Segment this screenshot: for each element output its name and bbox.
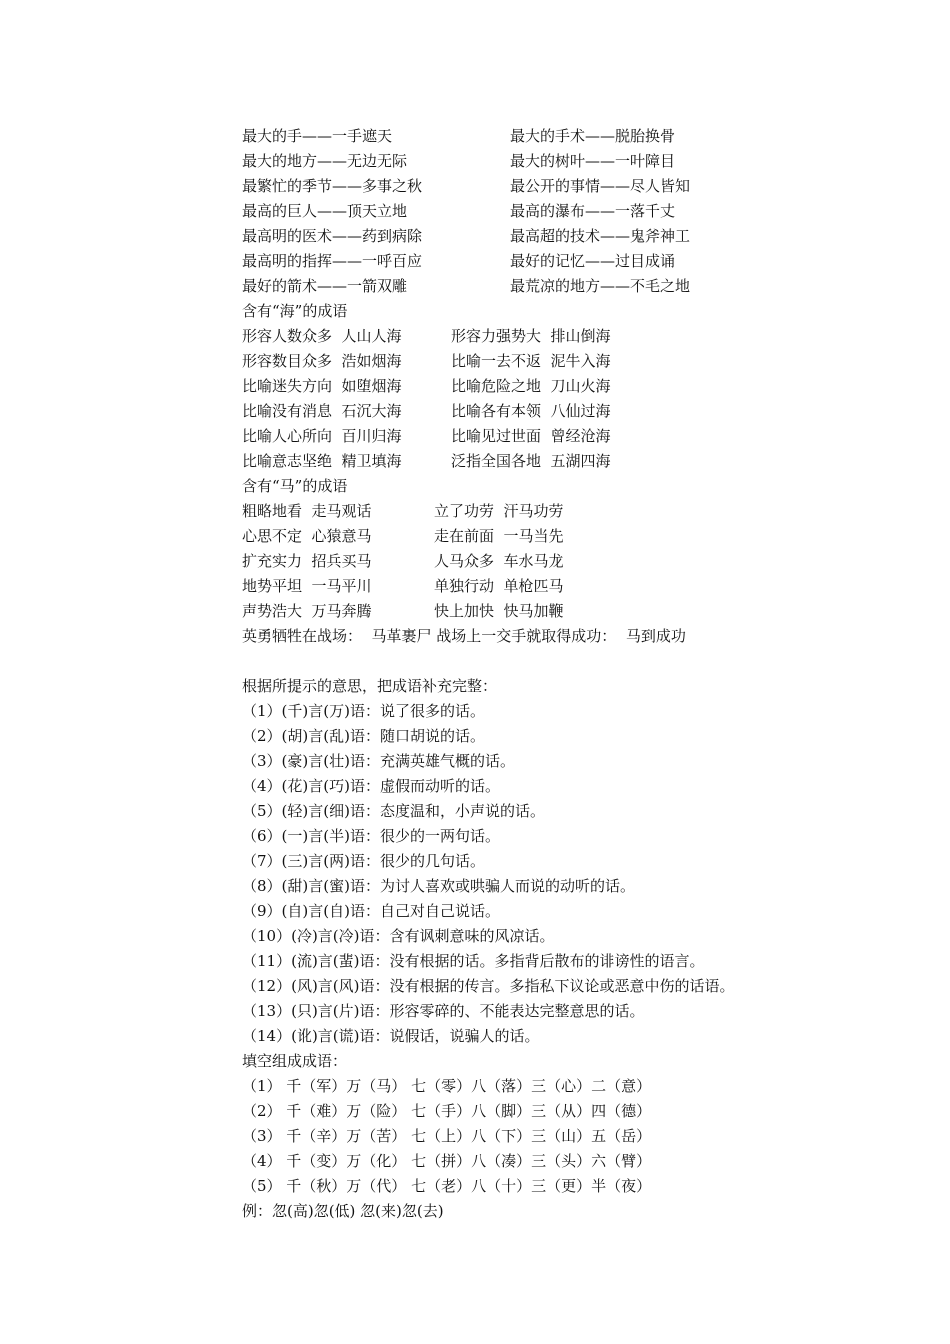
ma-idiom-left: 粗略地看 走马观话	[242, 502, 372, 520]
ma-idiom-right: 快上加快 快马加鞭	[434, 602, 564, 620]
superlative-right: 最高的瀑布——一落千丈	[510, 202, 676, 220]
superlative-left: 最大的手——一手遮天	[242, 127, 393, 145]
hai-idiom-right: 比喻见过世面 曾经沧海	[451, 427, 611, 445]
ma-idiom-left: 心思不定 心猿意马	[242, 527, 372, 545]
ma-idiom-left: 地势平坦 一马平川	[242, 577, 372, 595]
yan-item: （9）(自)言(自)语：自己对自己说话。	[242, 902, 500, 920]
yan-item: （11）(流)言(蜚)语：没有根据的话。多指背后散布的诽谤性的语言。	[242, 952, 705, 970]
hai-idiom-left: 比喻没有消息 石沉大海	[242, 402, 402, 420]
ma-idiom-left: 扩充实力 招兵买马	[242, 552, 372, 570]
fill-item: （5） 千（秋）万（代） 七（老）八（十）三（更）半（夜）	[242, 1177, 652, 1195]
superlative-left: 最大的地方——无边无际	[242, 152, 408, 170]
superlative-right: 最荒凉的地方——不毛之地	[510, 277, 691, 295]
superlative-right: 最公开的事情——尽人皆知	[510, 177, 691, 195]
fill-item: （1） 千（军）万（马） 七（零）八（落）三（心）二（意）	[242, 1077, 652, 1095]
superlative-right: 最高超的技术——鬼斧神工	[510, 227, 691, 245]
superlative-right: 最大的手术——脱胎换骨	[510, 127, 676, 145]
yan-heading: 根据所提示的意思，把成语补充完整：	[242, 677, 498, 695]
hai-idiom-left: 形容人数众多 人山人海	[242, 327, 402, 345]
ma-last-line: 英勇牺牲在战场： 马革裹尸 战场上一交手就取得成功： 马到成功	[242, 627, 686, 645]
yan-item: （4）(花)言(巧)语：虚假而动听的话。	[242, 777, 500, 795]
yan-item: （2）(胡)言(乱)语：随口胡说的话。	[242, 727, 485, 745]
ma-heading: 含有“马”的成语	[242, 477, 348, 495]
hai-heading: 含有“海”的成语	[242, 302, 348, 320]
hai-idiom-right: 比喻危险之地 刀山火海	[451, 377, 611, 395]
hai-idiom-left: 比喻人心所向 百川归海	[242, 427, 402, 445]
hai-idiom-right: 比喻各有本领 八仙过海	[451, 402, 611, 420]
superlative-left: 最高明的医术——药到病除	[242, 227, 423, 245]
hai-idiom-left: 比喻迷失方向 如堕烟海	[242, 377, 402, 395]
hai-idiom-right: 泛指全国各地 五湖四海	[451, 452, 611, 470]
yan-item: （6）(一)言(半)语：很少的一两句话。	[242, 827, 500, 845]
example-line: 例：忽(高)忽(低) 忽(来)忽(去)	[242, 1202, 444, 1220]
superlative-left: 最繁忙的季节——多事之秋	[242, 177, 423, 195]
yan-item: （14）(讹)言(谎)语：说假话，说骗人的话。	[242, 1027, 540, 1045]
hai-idiom-left: 形容数目众多 浩如烟海	[242, 352, 402, 370]
superlative-left: 最高明的指挥——一呼百应	[242, 252, 423, 270]
yan-item: （8）(甜)言(蜜)语：为讨人喜欢或哄骗人而说的动听的话。	[242, 877, 635, 895]
ma-idiom-right: 单独行动 单枪匹马	[434, 577, 564, 595]
ma-idiom-left: 声势浩大 万马奔腾	[242, 602, 372, 620]
yan-item: （13）(只)言(片)语：形容零碎的、不能表达完整意思的话。	[242, 1002, 645, 1020]
fill-item: （2） 千（难）万（险） 七（手）八（脚）三（从）四（德）	[242, 1102, 652, 1120]
fill-item: （4） 千（变）万（化） 七（拼）八（凑）三（头）六（臂）	[242, 1152, 652, 1170]
superlative-right: 最大的树叶——一叶障目	[510, 152, 676, 170]
ma-idiom-right: 立了功劳 汗马功劳	[434, 502, 564, 520]
superlative-left: 最好的箭术——一箭双雕	[242, 277, 408, 295]
ma-idiom-right: 人马众多 车水马龙	[434, 552, 564, 570]
superlative-left: 最高的巨人——顶天立地	[242, 202, 408, 220]
fill-heading: 填空组成成语：	[242, 1052, 348, 1070]
hai-idiom-left: 比喻意志坚绝 精卫填海	[242, 452, 402, 470]
yan-item: （3）(豪)言(壮)语：充满英雄气概的话。	[242, 752, 515, 770]
superlative-right: 最好的记忆——过目成诵	[510, 252, 676, 270]
hai-idiom-right: 形容力强势大 排山倒海	[451, 327, 611, 345]
yan-item: （1）(千)言(万)语：说了很多的话。	[242, 702, 485, 720]
yan-item: （10）(冷)言(冷)语：含有讽刺意味的风凉话。	[242, 927, 555, 945]
yan-item: （7）(三)言(两)语：很少的几句话。	[242, 852, 485, 870]
yan-item: （5）(轻)言(细)语：态度温和，小声说的话。	[242, 802, 545, 820]
hai-idiom-right: 比喻一去不返 泥牛入海	[451, 352, 611, 370]
fill-item: （3） 千（辛）万（苦） 七（上）八（下）三（山）五（岳）	[242, 1127, 652, 1145]
yan-item: （12）(风)言(风)语：没有根据的传言。多指私下议论或恶意中伤的话语。	[242, 977, 735, 995]
ma-idiom-right: 走在前面 一马当先	[434, 527, 564, 545]
